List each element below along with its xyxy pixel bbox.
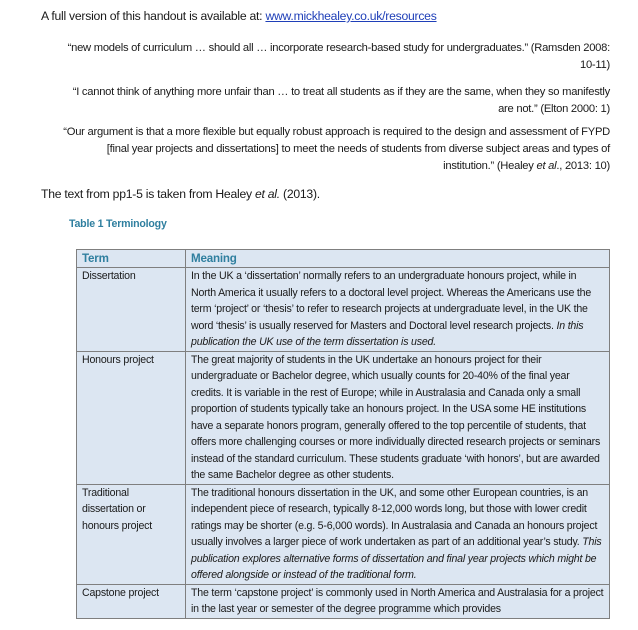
meaning-text: The great majority of students in the UK undertake an honours project for their undergraduate or Bachelor degree, which usually counts for 20-40% of the final year credits. It is variable in the rest of Europe; while in Australasia and Canada only a small proportion of students typically take an honours project. In the USA some HE institutions have a separate honors program, generally offered to the top percentile of students, that offers more challenging courses or more individually directed research projects or seminars instead of the standard curriculum. These students graduate ‘with honors’, but are awarded the same Bachelor degree as other students.: [191, 353, 601, 481]
table-row: [77, 351, 610, 484]
meaning-italic: In this publication the UK use of the term dissertation is used.: [191, 319, 584, 348]
quote-line: “Our argument is that a more flexible but equally robust approach is required to the design and assessment of FYPD: [63, 126, 610, 138]
meaning-text: The traditional honours dissertation in the UK, and some other European countries, is an independent piece of research, typically 8-12,000 words long, but those with lower credit ratings may be shorter (e.g. 5-6,000 words). In Australasia and Canada an honours project usually involves a larger piece of work undertaken as part of an additional year’s study.: [191, 486, 598, 548]
meaning-cell: [186, 351, 610, 484]
terminology-table: [76, 249, 610, 619]
table-row: [77, 268, 610, 352]
term-cell: Honours project: [77, 351, 186, 484]
quote-line: “new models of curriculum … should all … incorporate research-based study for undergraduates.” (Ramsden 2008:: [67, 42, 610, 54]
quote-elton: [30, 84, 610, 118]
table-row: [77, 584, 610, 618]
handout-note-text: A full version of this handout is available at:: [41, 9, 266, 23]
meaning-text: In the UK a ‘dissertation’ normally refers to an undergraduate honours project, while in North America it usually refers to a doctoral level project. Whereas the Americans use the term ‘project’ or ‘thesis’ to refer to research projects at undergraduate level, in the UK the word ‘thesis’ is usually reserved for Masters and Doctoral level research projects.: [191, 270, 592, 332]
quote-line: [final year projects and dissertations] to meet the needs of students from diverse subject areas and types of: [106, 143, 610, 155]
meaning-text: The term ‘capstone project’ is commonly used in North America and Australasia for a project in the last year or semester of the degree programme which provides: [191, 586, 604, 615]
table-row: [77, 484, 610, 584]
resources-link[interactable]: www.mickhealey.co.uk/resources: [265, 9, 437, 23]
meaning-cell: [186, 484, 610, 584]
quote-italic: et al: [536, 160, 557, 172]
term-cell: Dissertation: [77, 268, 186, 352]
source-note: [41, 187, 320, 201]
quote-text: institution.” (Healey: [443, 160, 537, 172]
table-header-row: [77, 250, 610, 268]
meaning-cell: [186, 584, 610, 618]
quote-text: ., 2013: 10): [556, 160, 610, 172]
quote-ramsden: [30, 40, 610, 74]
quote-healey: [30, 124, 610, 175]
source-note-text: The text from pp1-5 is taken from Healey: [41, 187, 255, 201]
source-note-italic: et al.: [254, 187, 280, 201]
handout-availability-note: [41, 9, 437, 23]
term-cell: Capstone project: [77, 584, 186, 618]
term-cell: Traditional dissertation or honours project: [77, 484, 186, 584]
column-header-meaning: Meaning: [186, 250, 610, 268]
meaning-italic: This publication explores alternative forms of dissertation and final year projects which might be offered alongside or instead of the traditional form.: [191, 536, 602, 581]
column-header-term: Term: [77, 250, 186, 268]
quote-line: are not.” (Elton 2000: 1): [498, 103, 610, 115]
quote-line: [30, 158, 610, 175]
quote-line: 10-11): [579, 59, 610, 71]
quote-line: “I cannot think of anything more unfair than … to treat all students as if they are the same, when they so manifestly: [72, 86, 610, 98]
source-note-text: (2013).: [279, 187, 320, 201]
table-caption: Table 1 Terminology: [69, 218, 167, 230]
meaning-cell: [186, 268, 610, 352]
